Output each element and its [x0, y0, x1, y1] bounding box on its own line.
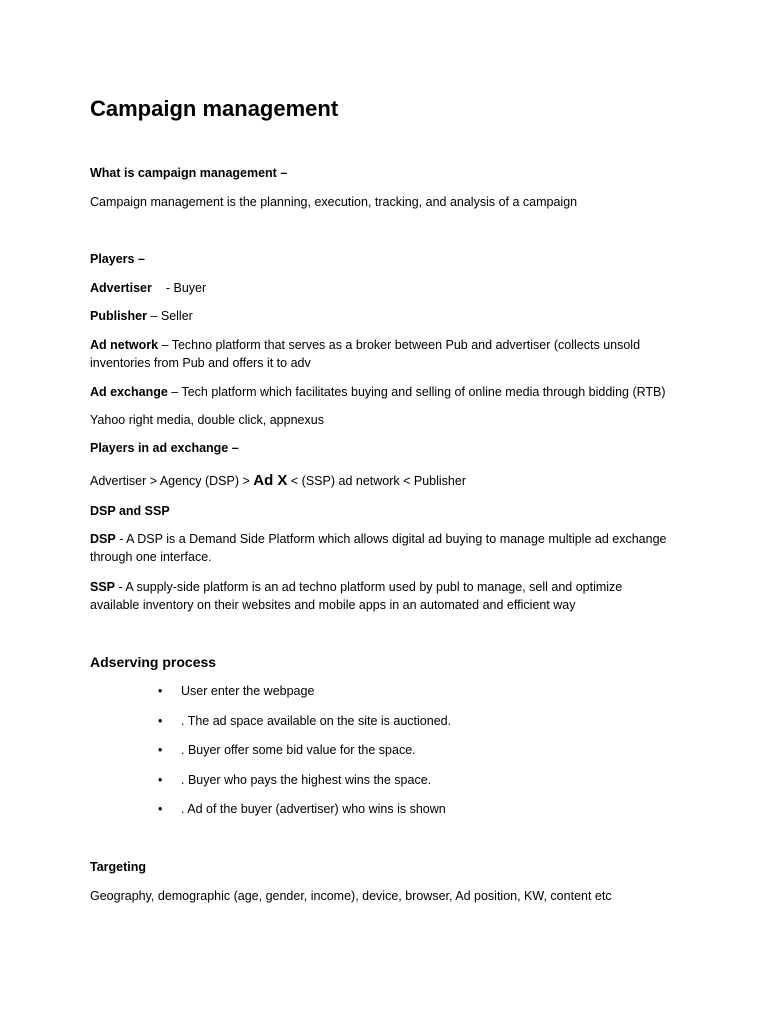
ad-exchange-text: – Tech platform which facilitates buying and selling of online media through bidding (RTB) [167, 385, 666, 399]
dsp-ssp-heading-text: DSP and SSP [90, 504, 170, 518]
bullet-icon: • [158, 802, 163, 816]
chain-before: Advertiser > Agency (DSP) > [90, 474, 254, 488]
list-item [158, 741, 451, 771]
bullet-icon: • [158, 684, 163, 698]
chain-after: < (SSP) ad network < Publisher [287, 474, 466, 488]
adserving-step-4: . Buyer who pays the highest wins the space. [181, 772, 432, 787]
players-in-adx-heading [90, 439, 239, 457]
what-is-heading [90, 164, 287, 182]
targeting-heading [90, 858, 146, 876]
dsp-line-2: through one interface. [90, 550, 212, 564]
ssp-label: SSP [90, 580, 116, 594]
ad-network-label: Ad network [90, 338, 159, 352]
players-chain-line [90, 472, 466, 490]
bullet-icon: • [158, 743, 163, 757]
adserving-heading [90, 653, 216, 672]
list-item [158, 712, 451, 742]
chain-adx: Ad X [253, 472, 288, 489]
list-item [158, 682, 451, 712]
what-is-text: Campaign management is the planning, execution, tracking, and analysis of a campaign [90, 195, 578, 209]
ad-exchange-label: Ad exchange [90, 385, 168, 399]
publisher-label: Publisher [90, 309, 147, 323]
bullet-icon: • [158, 713, 163, 728]
dsp-ssp-heading [90, 502, 170, 520]
adserving-step-2: . The ad space available on the site is auctioned. [181, 713, 452, 728]
advertiser-text: - Buyer [165, 281, 207, 295]
list-item [158, 771, 451, 801]
advertiser-label: Advertiser [90, 281, 152, 295]
examples-line: Yahoo right media, double click, appnexus [90, 413, 324, 427]
players-heading-text: Players – [90, 252, 145, 266]
ssp-text-1: - A supply-side platform is an ad techno platform used by publ to manage, sell and optimize [115, 580, 623, 594]
ad-network-text-1: – Techno platform that serves as a broker between Pub and advertiser (collects unsold [158, 338, 641, 352]
ssp-line-1 [90, 578, 622, 596]
adserving-step-5: . Ad of the buyer (advertiser) who wins is shown [181, 802, 446, 816]
publisher-text: – Seller [146, 309, 193, 323]
adserving-step-1: User enter the webpage [181, 684, 315, 698]
players-in-adx-heading-text: Players in ad exchange – [90, 441, 239, 455]
document-title: Campaign management [90, 96, 339, 121]
dsp-line-1 [90, 530, 666, 548]
dsp-text-1: - A DSP is a Demand Side Platform which allows digital ad buying to manage multiple ad exchange [115, 532, 667, 546]
what-is-heading-text: What is campaign management – [90, 166, 288, 180]
targeting-text: Geography, demographic (age, gender, income), device, browser, Ad position, KW, content etc [90, 889, 612, 903]
adserving-steps-list [158, 682, 451, 830]
adserving-step-3: . Buyer offer some bid value for the space. [181, 743, 416, 757]
adserving-heading-text: Adserving process [90, 654, 217, 670]
players-heading [90, 250, 145, 268]
ad-network-line-1 [90, 336, 640, 354]
advertiser-line [90, 279, 206, 297]
ssp-line-2: available inventory on their websites and mobile apps in an automated and efficient way [90, 598, 576, 612]
publisher-line [90, 307, 193, 325]
dsp-label: DSP [90, 532, 116, 546]
bullet-icon: • [158, 772, 163, 787]
ad-exchange-line [90, 383, 666, 401]
ad-network-line-2: inventories from Pub and offers it to adv [90, 356, 311, 370]
list-item [158, 800, 451, 830]
targeting-heading-text: Targeting [90, 860, 147, 874]
